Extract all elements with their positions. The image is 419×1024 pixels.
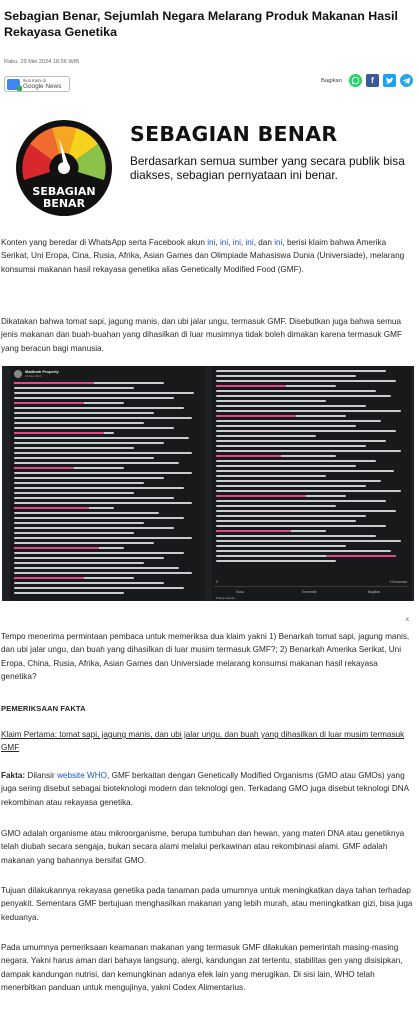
avatar [14,370,22,378]
gmo-paragraph: GMO adalah organisme atau mikroorganisme, berupa tumbuhan dan hewan, yang materi DNA atau genetiknya telah diubah secara sengaja, bukan secara alami melalui perkawinan atau rekombinasi alami. GMF adalah makanan yang bahannya bersifat GMO. [1,829,405,865]
post-date: 15 Mei 2024 [25,374,42,378]
verdict-headline: SEBAGIAN BENAR [130,122,338,146]
whatsapp-icon[interactable] [349,74,362,87]
telegram-icon[interactable] [400,74,413,87]
verdict-banner [12,114,414,218]
facebook-icon[interactable]: f [366,74,379,87]
comment-sort[interactable]: Paling relevan [216,596,236,600]
comment-count: 3 Komentar [389,580,407,584]
article-title: Sebagian Benar, Sejumlah Negara Melarang Produk Makanan Hasil Rekayasa Genetika [4,9,398,39]
source-link-5[interactable]: ini [274,238,283,247]
verdict-gauge-icon [12,116,116,216]
intro-paragraph-2: Dikatakan bahwa tomat sapi, jagung manis, dan ubi jalar ungu, termasuk GMF. Disebutkan juga bahwa semua jenis makanan dan buah-buahan yang dihasilkan di luar musimnya tidak boleh dimakan karena termasuk GMF yang beracun bagi manusia. [1,317,402,353]
gauge-text-1: SEBAGIAN [32,185,96,198]
fact-label: Fakta: [1,771,26,780]
facebook-post-screenshot [2,366,414,601]
post-author: Madinah Property [25,369,59,374]
share-post-button[interactable]: Bagikan [368,590,381,594]
share-bar [321,74,413,87]
reaction-count: 5 [216,580,218,584]
purpose-paragraph: Tujuan dilakukannya rekayasa genetika pada tanaman pada umumnya untuk meningkatkan daya tahan terhadap penyakit. Sementara GMF bertujuan menghasilkan makanan yang lebih murah, atau meningkatkan gizi, bisa juga keduanya. [1,886,413,922]
post-text-lines-left [14,382,202,598]
twitter-icon[interactable] [383,74,396,87]
divider [214,586,409,587]
safety-paragraph: Pada umumnya pemeriksaan keamanan makanan yang termasuk GMF dilakukan pemerintah masing-masing negara. Yakni harus aman dari bahaya langsung, alergi, kandungan zat tertentu, stabilitas gen yang disisipkan, dampak kandungan nutrisi, dan kemungkinan adanya efek lain yang merugikan. Di sisi lain, WHO telah menerbitkan panduan untuk mengujinya, yakni Codex Alimentarius. [1,943,403,992]
share-label: Bagikan [321,77,342,84]
claim-1: Klaim Pertama: tomat sapi, jagung manis, dan ubi jalar ungu, dan buah yang dihasilkan di luar musim termasuk GMF [1,730,405,753]
like-button[interactable]: Suka [236,590,244,594]
fact-paragraph: Fakta: Dilansir website WHO, GMF berkaitan dengan Genetically Modified Organisms (GMO atau GMOs) yang juga sering disebut sebagai bioteknologi modern dan teknologi gen. Terkadang GMO juga disebut teknologi DNA rekombinan atau rekayasa genetika. [1,771,409,807]
comment-button[interactable]: Komentar [302,590,317,594]
who-website-link[interactable]: website WHO [56,771,108,780]
section-heading: PEMERIKSAAN FAKTA [1,704,86,713]
google-news-brand: Google News [23,83,62,90]
intro-paragraph-1: Konten yang beredar di WhatsApp serta Facebook akun ini, ini, ini, ini, dan ini, berisi klaim bahwa Amerika Serikat, Uni Eropa, Cina, Rusia, Afrika, Asian Games dan Olimpiade Mahasiswa Dunia (Universiade), melarang konsumsi makanan hasil rekayasa genetika alias Genetically Modified Food (GMF). [1,238,405,274]
source-link-3[interactable]: ini [232,238,241,247]
screenshot-left-post [10,366,205,601]
google-news-button[interactable] [4,76,70,92]
article-date: Rabu, 29 Mei 2024 18:56 WIB [4,59,79,65]
post-text-lines-right [216,370,408,566]
verdict-description: Berdasarkan semua sumber yang secara publik bisa diakses, sebagian pernyataan ini benar. [130,154,405,182]
request-paragraph: Tempo menerima permintaan pembaca untuk memeriksa dua klaim yakni 1) Benarkah tomat sapi, jagung manis, dan ubi jalar ungu, dan buah yang dihasilkan di luar musim termasuk GMF?; 2) Benarkah Amerika Serikat, Uni Eropa, China, Rusia, Afrika, Asian Games dan Universiade melarang konsumsi makanan hasil rekayasa genetika? [1,632,410,681]
close-icon[interactable]: x [405,616,409,623]
source-link-2[interactable]: ini [219,238,229,247]
google-news-follow-text: Ikuti Kami di [23,78,46,83]
gauge-text-2: BENAR [42,197,86,210]
source-link-4[interactable]: ini [245,238,254,247]
screenshot-right-post [212,366,411,601]
source-link-1[interactable]: ini [207,238,216,247]
google-news-icon [7,79,20,90]
